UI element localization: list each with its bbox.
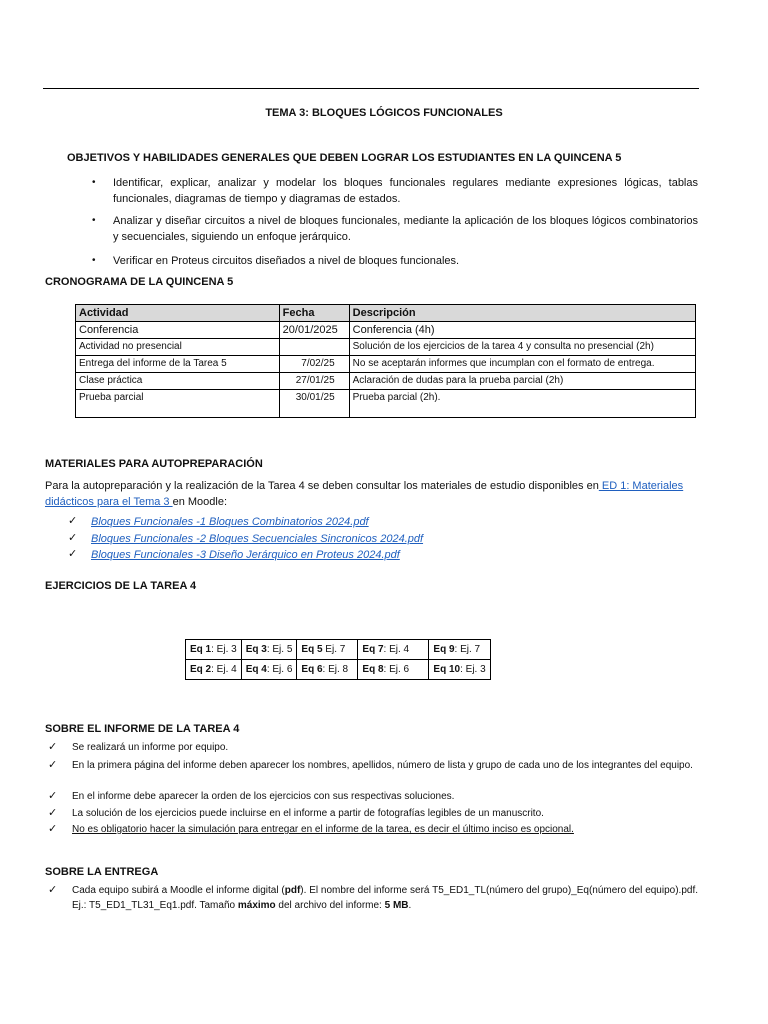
table-row: [76, 356, 696, 373]
table-row: [76, 322, 696, 339]
delivery-t3: del archivo del informe:: [275, 900, 385, 911]
delivery-max: máximo: [237, 900, 276, 911]
schedule-heading: CRONOGRAMA DE LA QUINCENA 5: [45, 276, 234, 288]
cell: [241, 660, 297, 680]
exercise: : Ej. 4: [211, 664, 237, 675]
delivery-heading: SOBRE LA ENTREGA: [45, 866, 159, 878]
cell: [297, 660, 358, 680]
cell: No se aceptarán informes que incumplan con el formato de entrega.: [349, 356, 695, 373]
document-title: TEMA 3: BLOQUES LÓGICOS FUNCIONALES: [265, 107, 503, 119]
col-descripcion: Descripción: [349, 305, 695, 322]
cell: Solución de los ejercicios de la tarea 4 y consulta no presencial (2h): [349, 339, 695, 356]
objectives-heading: OBJETIVOS Y HABILIDADES GENERALES QUE DEBEN LOGRAR LOS ESTUDIANTES EN LA QUINCENA 5: [67, 152, 622, 164]
delivery-t2: ). El nombre del informe será T5_ED1_TL(número del grupo)_Eq(número del equipo).pdf. Ej.: T5_ED1_TL31_Eq1.pdf. Tamaño: [72, 885, 699, 911]
table-row: [76, 390, 696, 418]
cell: [279, 339, 349, 356]
exercise: : Ej. 3: [211, 644, 237, 655]
objective-item-1: Identificar, explicar, analizar y modelar los bloques funcionales regulares mediante expresiones lógicas, tablas funcionales, diagramas de tiempo y diagramas de estados.: [113, 177, 698, 205]
file-link-2[interactable]: Bloques Funcionales -2 Bloques Secuenciales Sincronicos 2024.pdf: [91, 533, 424, 545]
materials-heading: MATERIALES PARA AUTOPREPARACIÓN: [45, 458, 263, 470]
cell: Prueba parcial: [76, 390, 280, 418]
materials-intro: [45, 478, 700, 510]
exercise: : Ej. 7: [454, 644, 481, 655]
team: Eq 7: [362, 644, 384, 655]
report-item-4: La solución de los ejercicios puede incluirse en el informe a partir de fotografías legibles de un manuscrito.: [72, 808, 544, 819]
delivery-text: [72, 883, 698, 913]
delivery-t1: Cada equipo subirá a Moodle el informe digital (: [72, 885, 285, 896]
cell: [429, 660, 490, 680]
delivery-size: 5 MB: [384, 900, 409, 911]
check-icon: ✓: [48, 759, 58, 771]
check-icon: ✓: [68, 532, 78, 544]
cell: [358, 660, 429, 680]
check-icon: ✓: [48, 790, 58, 802]
top-rule: [43, 88, 699, 89]
table-row: [76, 339, 696, 356]
check-icon: ✓: [48, 823, 58, 835]
check-icon: ✓: [68, 515, 78, 527]
materials-intro-text: Para la autopreparación y la realización de la Tarea 4 se deben consultar los materiales de estudio disponibles en: [45, 480, 599, 492]
report-item-2: En la primera página del informe deben aparecer los nombres, apellidos, número de lista y grupo de cada uno de los integrantes del equipo.: [72, 760, 693, 771]
cell: Aclaración de dudas para la prueba parcial (2h): [349, 373, 695, 390]
file-link-1[interactable]: Bloques Funcionales -1 Bloques Combinatorios 2024.pdf: [91, 516, 369, 528]
cell: [429, 640, 490, 660]
team: Eq 8: [362, 664, 384, 675]
team: Eq 5: [301, 644, 323, 655]
exercise: : Ej. 5: [266, 644, 293, 655]
bullet-3: •: [92, 255, 96, 266]
cell: Prueba parcial (2h).: [349, 390, 695, 418]
delivery-format: pdf: [284, 885, 301, 896]
team: Eq 10: [433, 664, 461, 675]
exercise: : Ej. 4: [383, 644, 410, 655]
team: Eq 6: [301, 664, 323, 675]
file-link-3[interactable]: Bloques Funcionales -3 Diseño Jerárquico en Proteus 2024.pdf: [91, 549, 400, 561]
cell: Clase práctica: [76, 373, 280, 390]
bullet-1: •: [92, 177, 96, 188]
check-icon: ✓: [48, 807, 58, 819]
bullet-2: •: [92, 215, 96, 226]
cell: 7/02/25: [279, 356, 349, 373]
exercise: : Ej. 6: [266, 664, 293, 675]
report-heading: SOBRE EL INFORME DE LA TAREA 4: [45, 723, 240, 735]
report-item-1: Se realizará un informe por equipo.: [72, 742, 229, 753]
cell: [186, 640, 242, 660]
exercise: : Ej. 8: [322, 664, 349, 675]
schedule-table: [75, 304, 696, 418]
team: Eq 4: [245, 664, 267, 675]
cell: [241, 640, 297, 660]
exercise: : Ej. 6: [383, 664, 410, 675]
cell: Conferencia (4h): [349, 322, 695, 339]
schedule-header-row: [76, 305, 696, 322]
cell: Entrega del informe de la Tarea 5: [76, 356, 280, 373]
report-item-3: En el informe debe aparecer la orden de los ejercicios con sus respectivas soluciones.: [72, 791, 455, 802]
objective-item-3: Verificar en Proteus circuitos diseñados a nivel de bloques funcionales.: [113, 255, 460, 267]
col-fecha: Fecha: [279, 305, 349, 322]
table-row: [186, 660, 491, 680]
cell: 30/01/25: [279, 390, 349, 418]
cell: [186, 660, 242, 680]
cell: [358, 640, 429, 660]
materials-intro-end: en Moodle:: [172, 496, 228, 508]
cell: [297, 640, 358, 660]
check-icon: ✓: [48, 884, 58, 896]
objective-item-2: Analizar y diseñar circuitos a nivel de bloques funcionales, mediante la aplicación de los bloques lógicos combinatorios y secuenciales, siguiendo un enfoque jerárquico.: [113, 215, 698, 243]
check-icon: ✓: [48, 741, 58, 753]
table-row: [76, 373, 696, 390]
cell: 20/01/2025: [279, 322, 349, 339]
team: Eq 9: [433, 644, 455, 655]
col-actividad: Actividad: [76, 305, 280, 322]
cell: 27/01/25: [279, 373, 349, 390]
team: Eq 2: [190, 664, 212, 675]
cell: Conferencia: [76, 322, 280, 339]
report-item-5: No es obligatorio hacer la simulación para entregar en el informe de la tarea, es decir el último inciso es opcional.: [72, 824, 574, 835]
table-row: [186, 640, 491, 660]
team: Eq 1: [190, 644, 212, 655]
exercises-heading: EJERCICIOS DE LA TAREA 4: [45, 580, 197, 592]
check-icon: ✓: [68, 548, 78, 560]
cell: Actividad no presencial: [76, 339, 280, 356]
exercise: Ej. 7: [322, 644, 346, 655]
exercise: : Ej. 3: [460, 664, 486, 675]
team: Eq 3: [245, 644, 267, 655]
materials-link[interactable]: ED 1: Materiales didácticos para el Tema 3: [45, 480, 684, 508]
exercise-assignment-table: [185, 639, 491, 680]
delivery-t4: .: [408, 900, 412, 911]
